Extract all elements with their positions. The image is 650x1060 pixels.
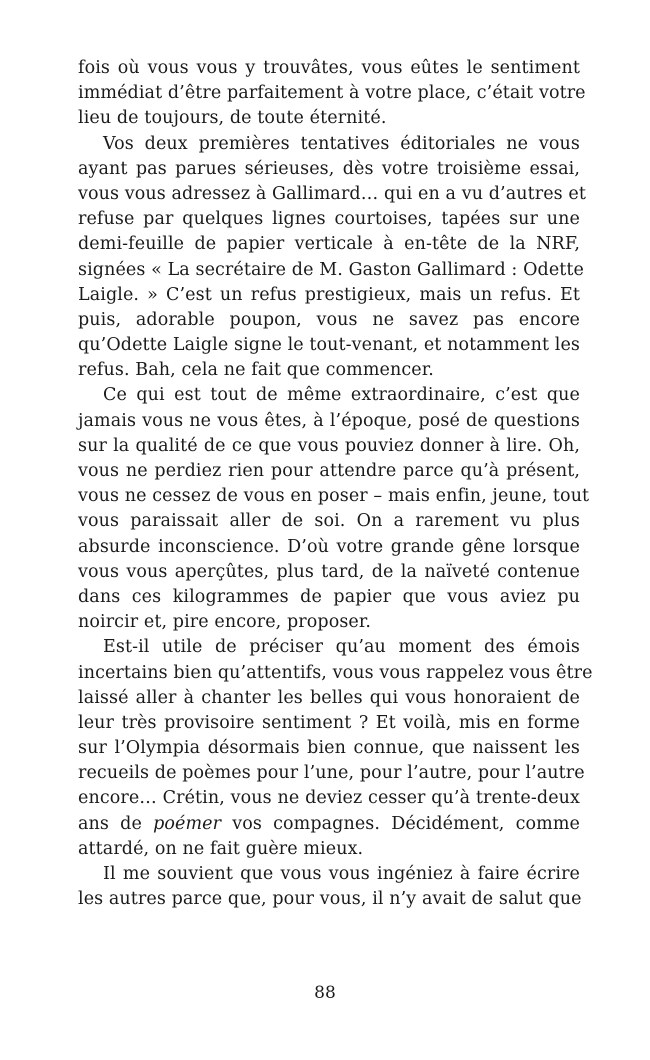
body-text bbox=[78, 56, 593, 912]
text-line: absurde inconscience. D’où votre grande gêne lorsque bbox=[78, 536, 580, 557]
text-line: vous vous aperçûtes, plus tard, de la naïveté contenue bbox=[78, 561, 580, 582]
text-line: ans de poémer vos compagnes. Décidément, comme bbox=[78, 813, 580, 834]
text-line: refus. Bah, cela ne fait que commencer. bbox=[78, 360, 434, 381]
text-line: leur très provisoire sentiment ? Et voilà, mis en forme bbox=[78, 712, 580, 733]
text-line: ayant pas parues sérieuses, dès votre troisième essai, bbox=[78, 158, 580, 179]
text-line: dans ces kilogrammes de papier que vous aviez pu bbox=[78, 586, 580, 607]
text-line: lieu de toujours, de toute éternité. bbox=[78, 108, 387, 129]
text-line: encore… Crétin, vous ne deviez cesser qu’à trente-deux bbox=[78, 788, 580, 809]
text-line: noircir et, pire encore, proposer. bbox=[78, 612, 372, 633]
paragraph bbox=[78, 383, 590, 635]
text-line: Est-il utile de préciser qu’au moment des émois bbox=[103, 637, 580, 658]
text-line: sur l’Olympia désormais bien connue, que naissent les bbox=[78, 738, 580, 759]
text-line: fois où vous vous y trouvâtes, vous eûtes le sentiment bbox=[78, 58, 580, 78]
text-line: Il me souvient que vous vous ingéniez à faire écrire bbox=[103, 864, 580, 884]
paragraph bbox=[78, 132, 586, 384]
paragraph bbox=[78, 635, 593, 862]
paragraph bbox=[78, 56, 586, 132]
text-line: recueils de poèmes pour l’une, pour l’autre, pour l’autre bbox=[78, 763, 585, 784]
text-line: vous ne cessez de vous en poser – mais enfin, jeune, tout bbox=[78, 486, 590, 507]
page-number: 88 bbox=[314, 983, 336, 1003]
text-line: Ce qui est tout de même extraordinaire, c’est que bbox=[103, 385, 580, 406]
text-line: sur la qualité de ce que vous pouviez donner à lire. Oh, bbox=[78, 435, 580, 456]
text-line: Laigle. » C’est un refus prestigieux, mais un refus. Et bbox=[78, 284, 580, 305]
text-line: laissé aller à chanter les belles qui vous honoraient de bbox=[78, 687, 580, 708]
text-line: vous ne perdiez rien pour attendre parce qu’à présent, bbox=[78, 461, 580, 481]
text-line: puis, adorable poupon, vous ne savez pas encore bbox=[78, 309, 580, 330]
text-line: jamais vous ne vous êtes, à l’époque, posé de questions bbox=[78, 410, 580, 431]
text-line: incertains bien qu’attentifs, vous vous rappelez vous être bbox=[78, 662, 593, 683]
text-line: vous paraissait aller de soi. On a rarement vu plus bbox=[78, 511, 580, 532]
text-line: immédiat d’être parfaitement à votre place, c’était votre bbox=[78, 83, 586, 104]
text-line: demi-feuille de papier verticale à en-tête de la NRF, bbox=[78, 234, 580, 255]
text-line: vous vous adressez à Gallimard… qui en a vu d’autres et bbox=[78, 183, 586, 204]
text-line: refuse par quelques lignes courtoises, tapées sur une bbox=[78, 209, 580, 230]
text-line: signées « La secrétaire de M. Gaston Gallimard : Odette bbox=[78, 259, 585, 280]
text-line: les autres parce que, pour vous, il n’y avait de salut que bbox=[78, 889, 582, 910]
paragraph bbox=[78, 862, 580, 912]
text-line: Vos deux premières tentatives éditoriales ne vous bbox=[103, 133, 580, 154]
text-line: attardé, on ne fait guère mieux. bbox=[78, 838, 364, 859]
text-line: qu’Odette Laigle signe le tout-venant, et notamment les bbox=[78, 335, 581, 356]
